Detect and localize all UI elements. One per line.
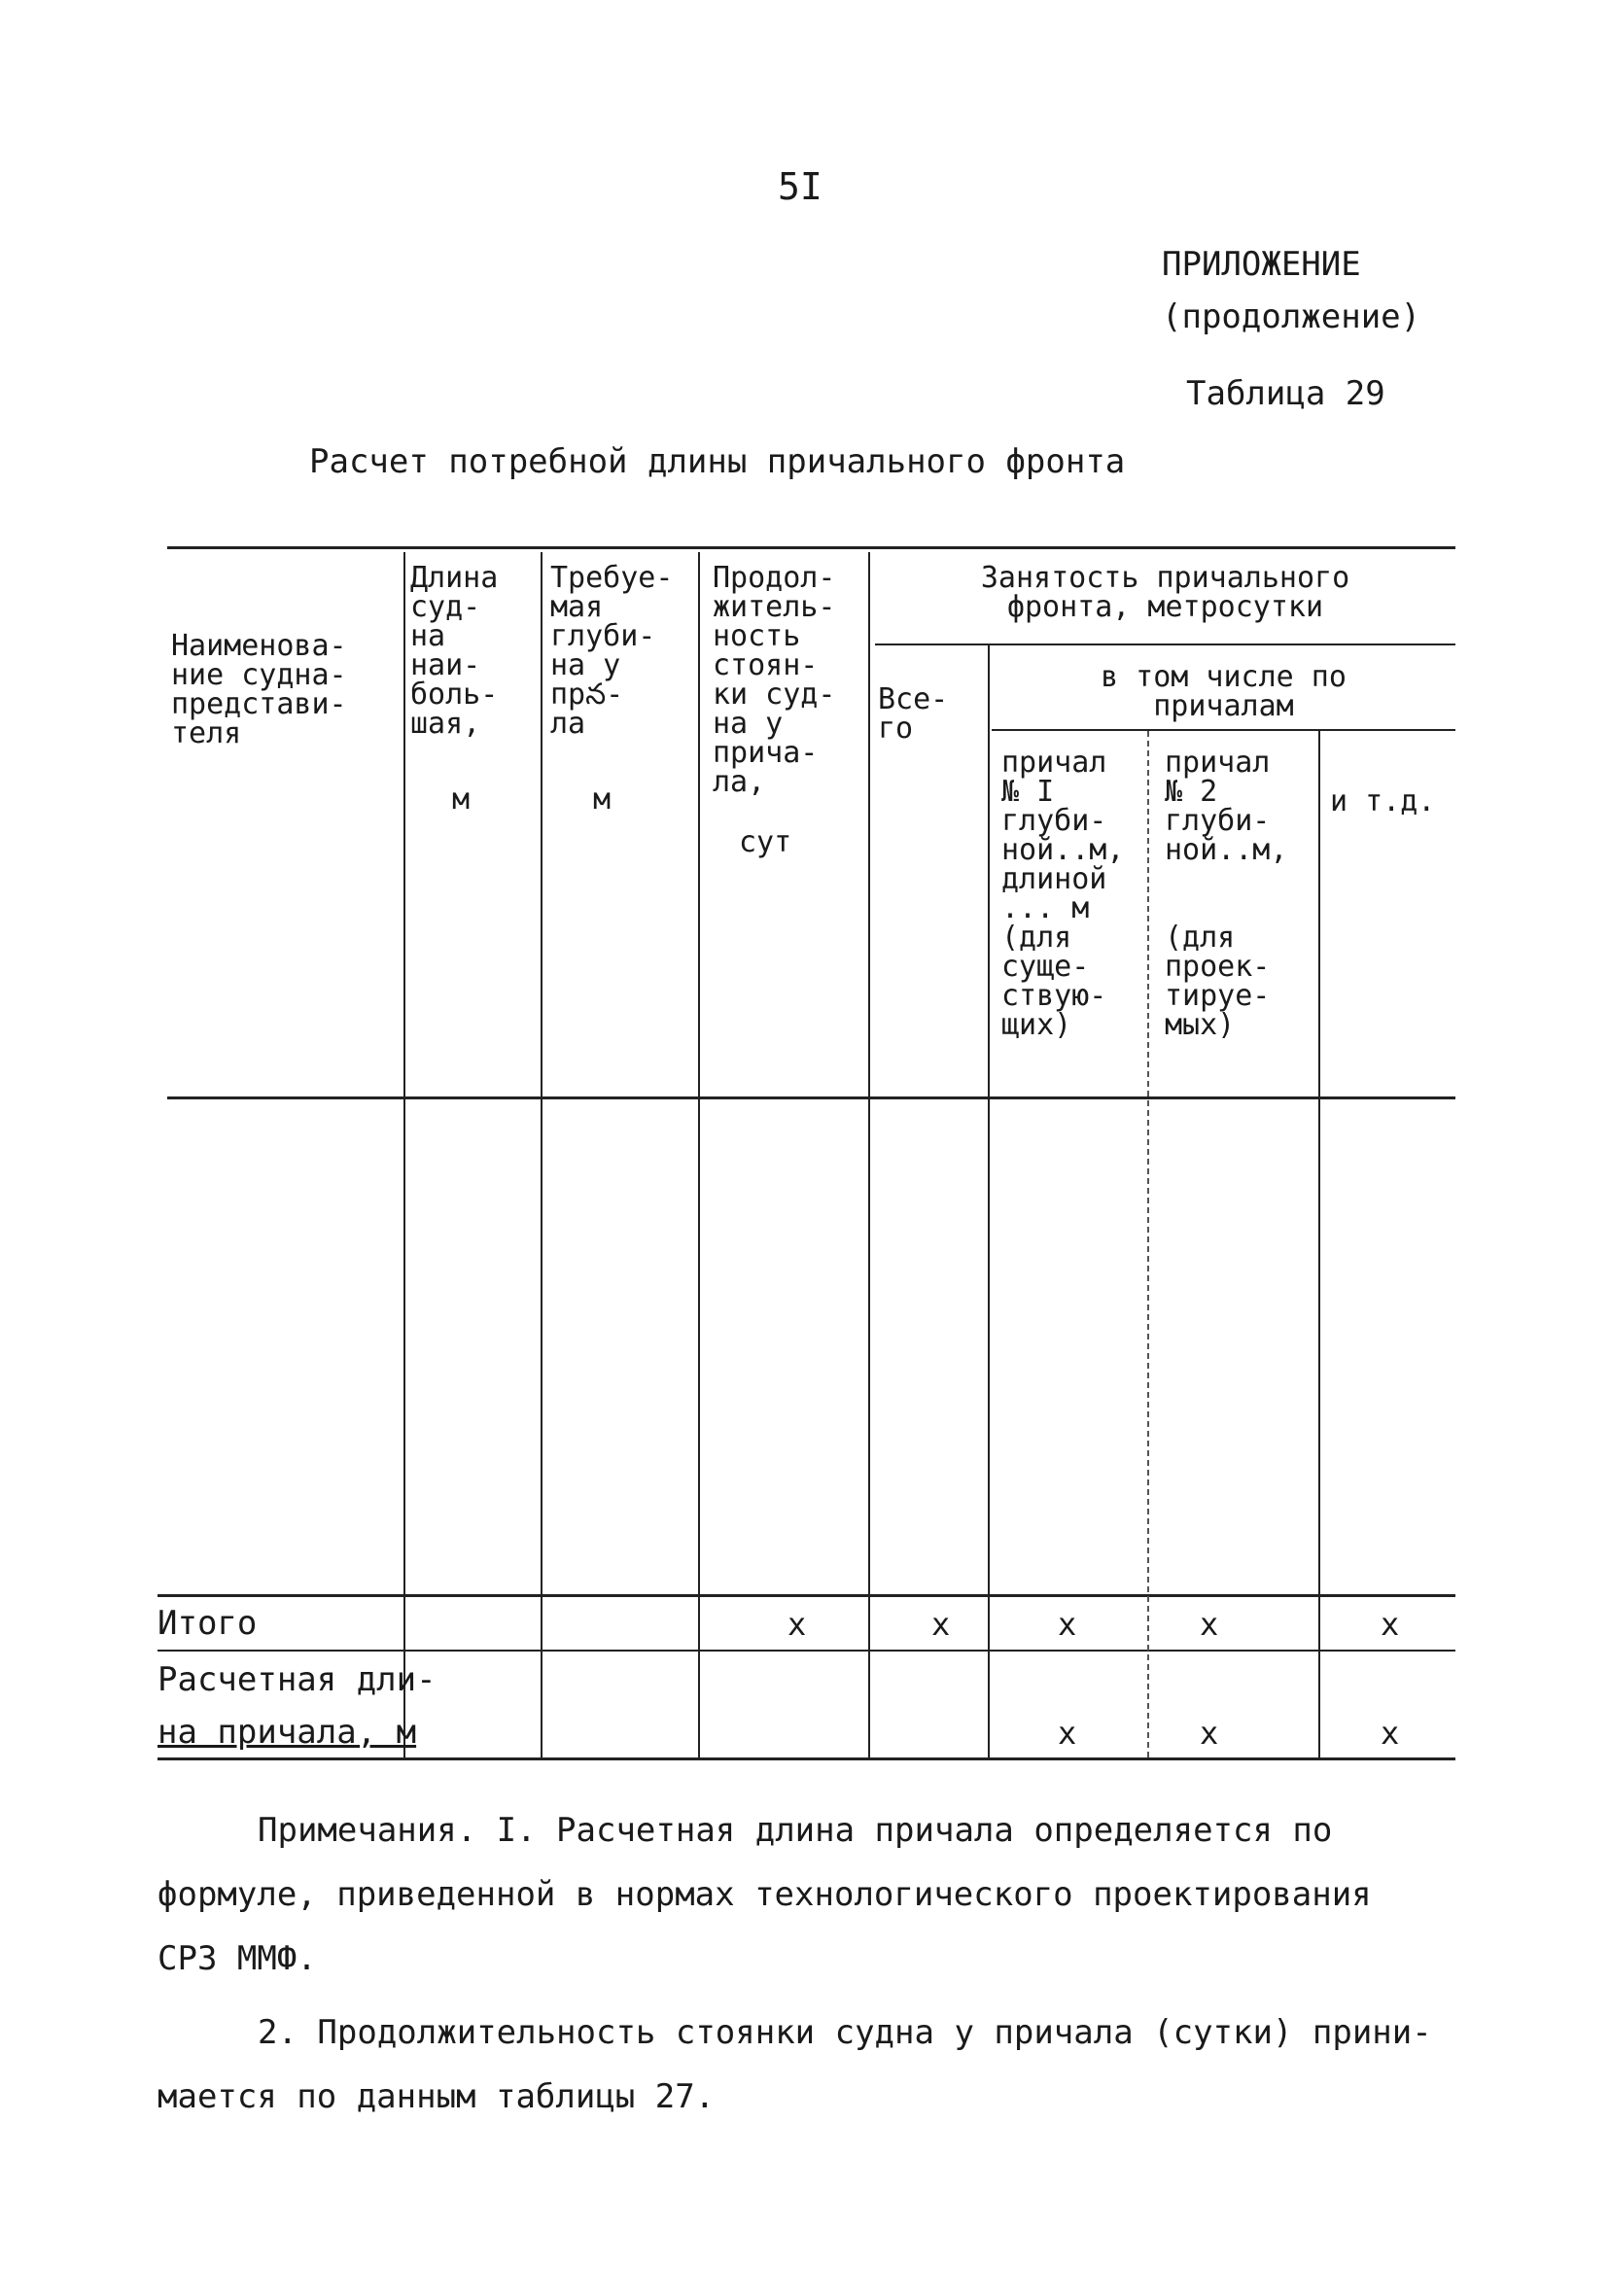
appendix-label bbox=[1162, 238, 1420, 343]
x-mark: х bbox=[1058, 1715, 1077, 1752]
header-by-berths: в том числе по причалам bbox=[1101, 660, 1347, 723]
col-line-4 bbox=[868, 552, 870, 1757]
total-bottom-line bbox=[158, 1650, 1455, 1652]
appendix-title: ПРИЛОЖЕНИЕ bbox=[1162, 245, 1361, 284]
header-berth-1: причал № I глуби- ной..м, длиной ... м (для суще- ствую- щих) bbox=[1001, 746, 1125, 1042]
x-mark: х bbox=[1200, 1606, 1219, 1643]
header-berth-occupancy: Занятость причального фронта, метросутки bbox=[980, 561, 1350, 624]
group-divider-line bbox=[875, 644, 1455, 645]
appendix-subtitle: (продолжение) bbox=[1162, 297, 1421, 336]
x-mark: х bbox=[788, 1606, 807, 1643]
table-title: Расчет потребной длины причального фронта bbox=[309, 442, 1126, 481]
x-mark: х bbox=[1200, 1715, 1219, 1752]
x-mark: х bbox=[1058, 1606, 1077, 1643]
table-top-line bbox=[167, 546, 1455, 549]
table-number: Таблица 29 bbox=[1186, 374, 1385, 413]
row-design-length-label-2: на причала, м bbox=[158, 1713, 417, 1752]
note-line-2: формуле, приведенной в нормах технологического проектирования bbox=[158, 1875, 1372, 1914]
x-mark: х bbox=[1381, 1606, 1400, 1643]
header-etc: и т.д. bbox=[1330, 784, 1436, 818]
col-line-2 bbox=[541, 552, 542, 1757]
header-required-depth-unit: м bbox=[593, 783, 612, 817]
total-top-line bbox=[158, 1594, 1455, 1597]
table-bottom-line bbox=[158, 1757, 1455, 1760]
note-line-5: мается по данным таблицы 27. bbox=[158, 2077, 716, 2116]
header-vessel-length: Длина суд- на наи- боль- шая, bbox=[410, 561, 499, 741]
col-line-3 bbox=[698, 552, 700, 1757]
header-vessel-name: Наименова- ние судна- представи- теля bbox=[171, 629, 347, 750]
header-total: Все- го bbox=[878, 682, 949, 746]
note-line-1: Примечания. I. Расчетная длина причала определяется по bbox=[258, 1811, 1333, 1850]
header-required-depth: Требуе- мая глуби- на у прన- ла bbox=[550, 561, 674, 741]
row-total-label: Итого bbox=[158, 1604, 258, 1643]
subgroup-divider-line bbox=[992, 729, 1455, 731]
header-stay-duration: Продол- житель- ность стоян- ки суд- на у прича- ла, bbox=[713, 561, 836, 799]
header-bottom-line bbox=[167, 1096, 1455, 1099]
page-number: 5I bbox=[778, 165, 822, 208]
row-design-length-label-1: Расчетная дли- bbox=[158, 1660, 437, 1699]
header-berth-2: причал № 2 глуби- ной..м, (для проек- тируе- мых) bbox=[1165, 746, 1288, 1042]
col-line-5 bbox=[988, 645, 990, 1757]
col-line-1 bbox=[403, 552, 405, 1757]
note-line-3: СРЗ ММФ. bbox=[158, 1939, 317, 1978]
col-line-7 bbox=[1318, 731, 1320, 1757]
header-stay-duration-unit: сут bbox=[739, 825, 792, 859]
note-line-4: 2. Продолжительность стоянки судна у причала (сутки) прини- bbox=[258, 2013, 1432, 2052]
x-mark: х bbox=[1381, 1715, 1400, 1752]
col-line-6 bbox=[1147, 731, 1149, 1757]
x-mark: х bbox=[931, 1606, 951, 1643]
header-vessel-length-unit: м bbox=[452, 783, 471, 817]
